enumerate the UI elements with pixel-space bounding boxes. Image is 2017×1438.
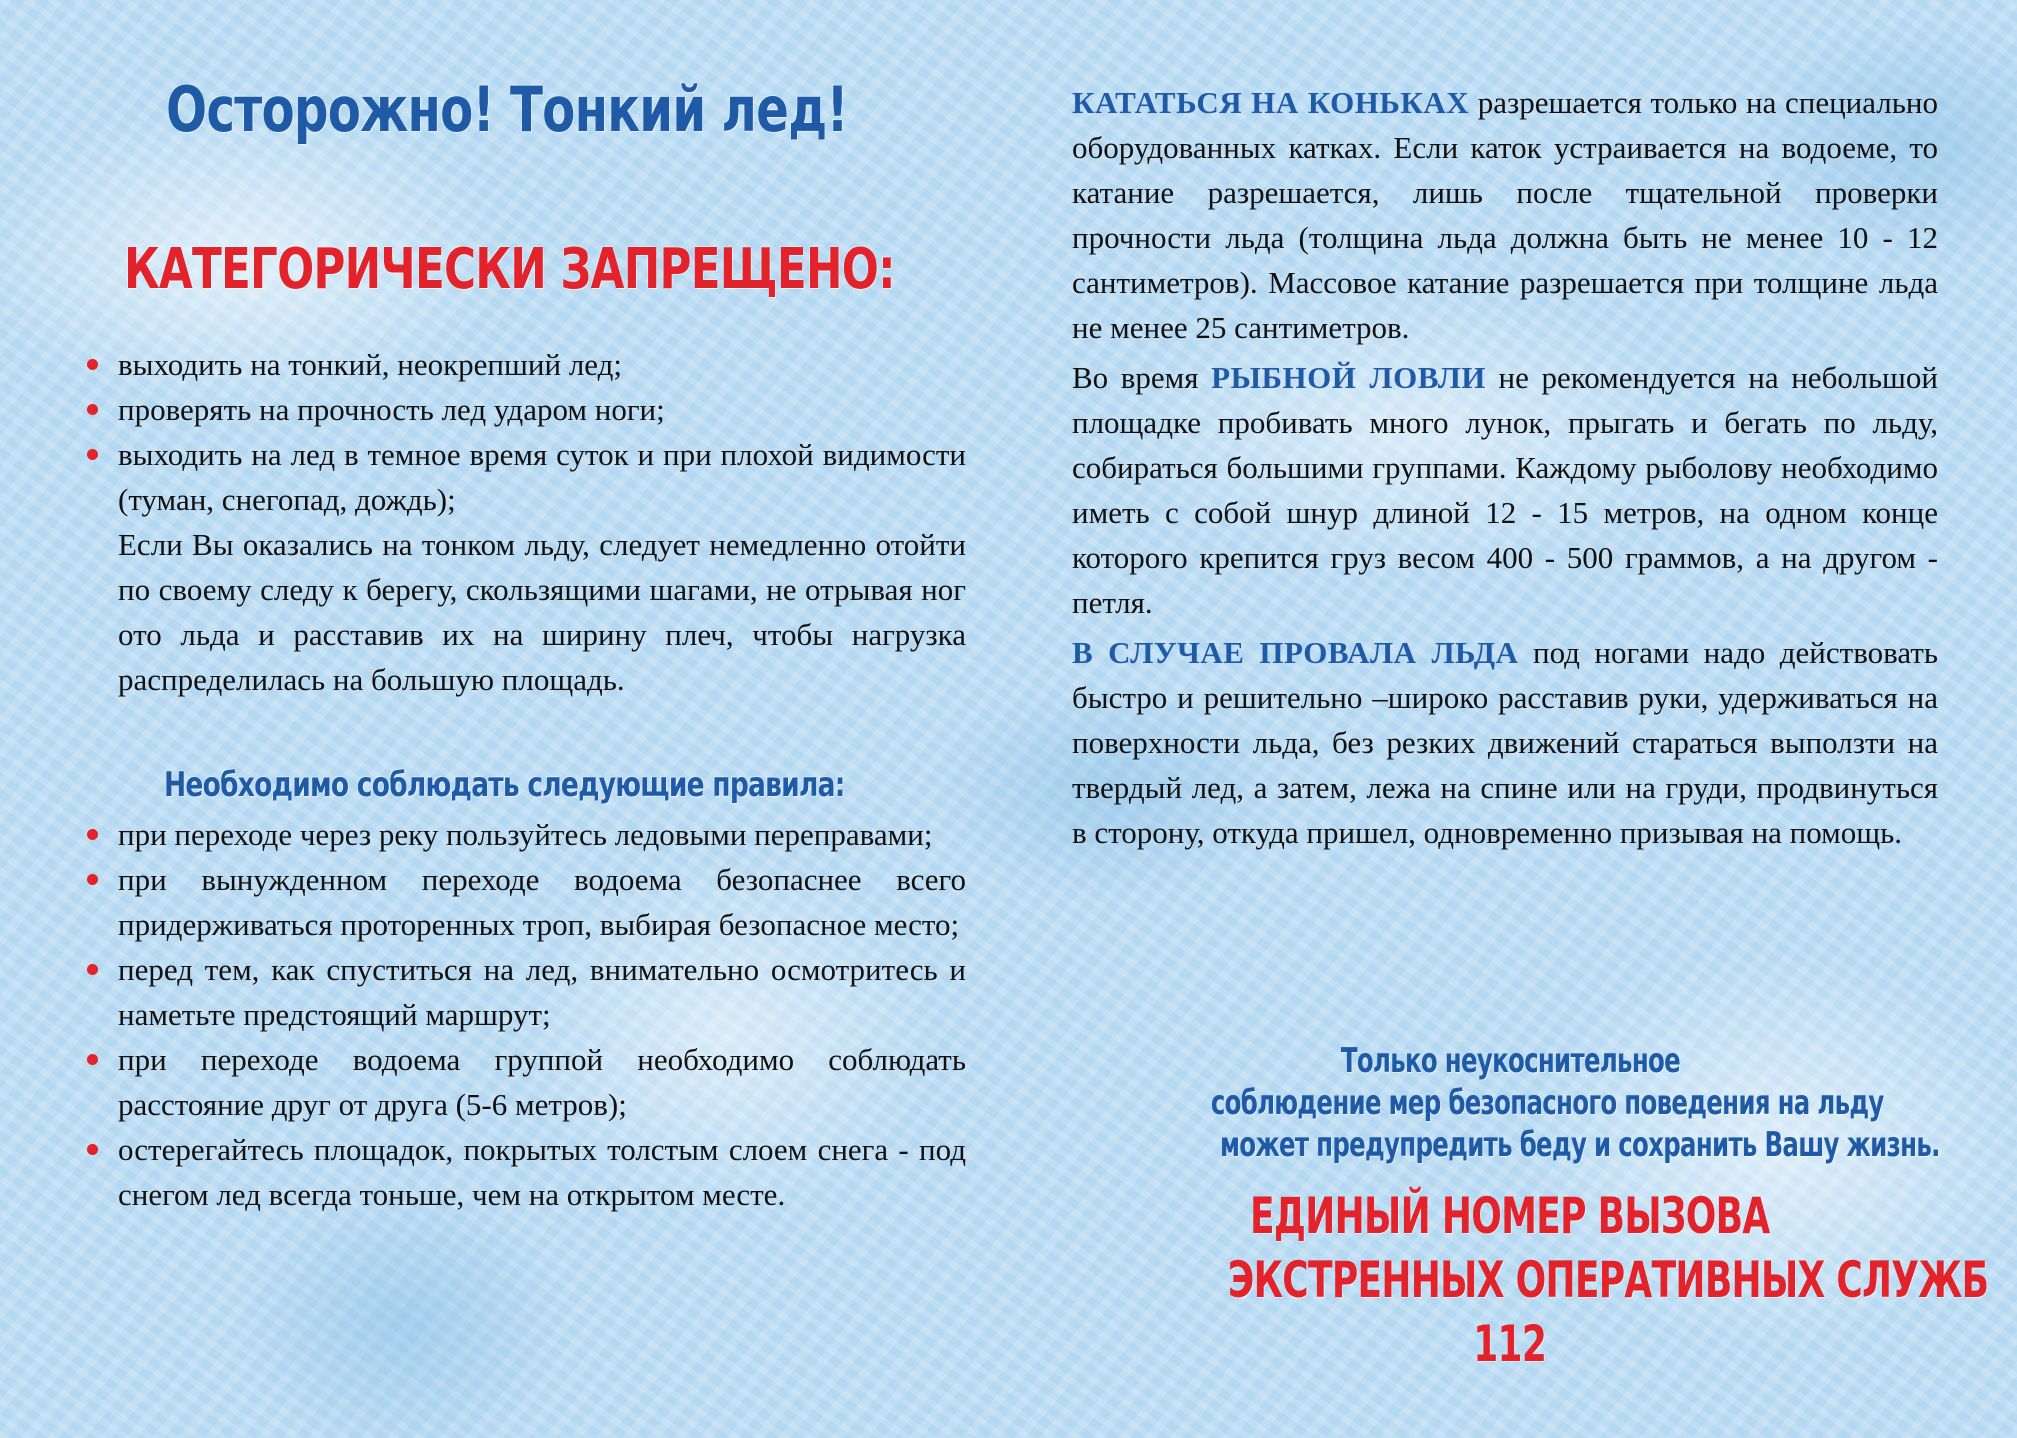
footer-line-text: соблюдение мер безопасного поведения на льду xyxy=(1210,1083,1884,1123)
right-column xyxy=(1072,80,1938,860)
emergency-line xyxy=(1080,1248,1989,1312)
page-title: Осторожно! Тонкий лед! xyxy=(166,73,848,146)
fishing-paragraph xyxy=(1072,355,1938,625)
ice-fall-text: под ногами надо действовать быстро и решительно –широко расставив руки, удерживаться на поверхности льда, без резких движений стараться выползти на твердый лед, а затем, лежа на спине или на груди, продвинуться в сторону, откуда пришел, одновременно призывая на помощь. xyxy=(1072,635,1938,850)
list-item: при переходе через реку пользуйтесь ледовыми переправами; xyxy=(84,812,966,857)
ice-fall-keyword: В СЛУЧАЕ ПРОВАЛА ЛЬДА xyxy=(1072,635,1519,670)
list-item: остерегайтесь площадок, покрытых толстым слоем снега - под снегом лед всегда тоньше, чем на открытом месте. xyxy=(84,1127,966,1217)
emergency-number xyxy=(1080,1312,1940,1376)
footer-line xyxy=(1080,1040,1940,1082)
emergency-number-text: 112 xyxy=(1473,1315,1547,1373)
list-item: при переходе водоема группой необходимо соблюдать расстояние друг от друга (5-6 метров); xyxy=(84,1037,966,1127)
banned-section xyxy=(84,342,966,702)
footer-line xyxy=(1080,1082,1940,1124)
list-item: выходить на лед в темное время суток и при плохой видимости (туман, снегопад, дождь); xyxy=(84,432,966,522)
banned-heading: КАТЕГОРИЧЕСКИ ЗАПРЕЩЕНО: xyxy=(124,237,895,302)
skating-text: разрешается только на специально оборудованных катках. Если каток устраивается на водоеме, то катание разрешается, лишь после тщательной проверки прочности льда (толщина льда должна быть не менее 10 - 12 сантиметров). Массовое катание разрешается при толщине льда не менее 25 сантиметров. xyxy=(1072,85,1938,345)
list-item: перед тем, как спуститься на лед, внимательно осмотритесь и наметьте предстоящий маршрут; xyxy=(84,947,966,1037)
list-item: выходить на тонкий, неокрепший лед; xyxy=(84,342,966,387)
emergency-line-text: ЭКСТРЕННЫХ ОПЕРАТИВНЫХ СЛУЖБ xyxy=(1227,1251,1989,1309)
list-item: при вынужденном переходе водоема безопаснее всего придерживаться проторенных троп, выбирая безопасное место; xyxy=(84,857,966,947)
footer-line-text: Только неукоснительное xyxy=(1340,1041,1680,1081)
fishing-text: не рекомендуется на небольшой площадке пробивать много лунок, прыгать и бегать по льду, собираться большими группами. Каждому рыболову необходимо иметь с собой шнур длиной 12 - 15 метров, на одном конце которого крепится груз весом 400 - 500 граммов, а на другом - петля. xyxy=(1072,360,1938,620)
rules-list xyxy=(84,812,966,1217)
footer-line xyxy=(1080,1124,1940,1166)
footer-line-text: может предупредить беду и сохранить Вашу жизнь. xyxy=(1219,1125,1940,1165)
footer-block xyxy=(1080,1040,1989,1376)
rules-heading: Необходимо соблюдать следующие правила: xyxy=(164,765,845,805)
emergency-line-text: ЕДИНЫЙ НОМЕР ВЫЗОВА xyxy=(1250,1187,1770,1245)
skating-keyword: КАТАТЬСЯ НА КОНЬКАХ xyxy=(1072,85,1470,120)
ice-fall-paragraph xyxy=(1072,630,1938,855)
thin-ice-paragraph: Если Вы оказались на тонком льду, следует немедленно отойти по своему следу к берегу, скользящими шагами, не отрывая ног ото льда и расставив их на ширину плеч, чтобы нагрузка распределилась на большую площадь. xyxy=(118,527,966,697)
list-item: проверять на прочность лед ударом ноги; xyxy=(84,387,966,432)
fishing-lead: Во время xyxy=(1072,360,1199,395)
emergency-line xyxy=(1080,1184,1940,1248)
banned-list xyxy=(84,342,966,522)
skating-paragraph xyxy=(1072,80,1938,350)
fishing-keyword: РЫБНОЙ ЛОВЛИ xyxy=(1211,360,1486,395)
